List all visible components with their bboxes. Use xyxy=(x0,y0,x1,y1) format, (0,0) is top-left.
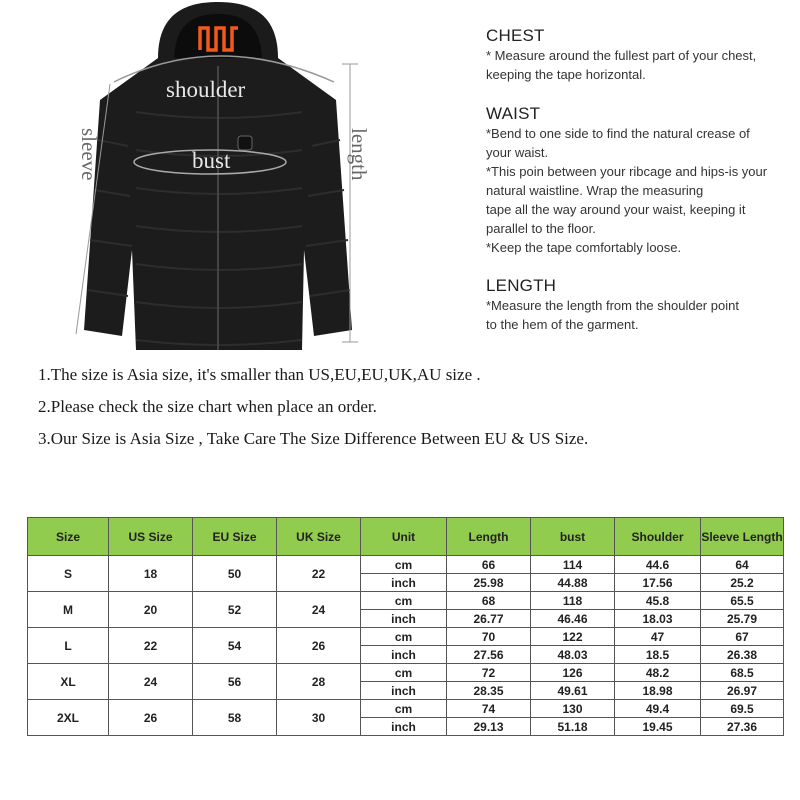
table-header-row xyxy=(28,518,784,556)
chest-line: * Measure around the fullest part of your chest, xyxy=(486,48,757,63)
length-title: LENGTH xyxy=(486,276,557,295)
waist-line: *Keep the tape comfortably loose. xyxy=(486,240,682,255)
eu-size-cell: 58 xyxy=(193,700,277,736)
us-size-cell: 26 xyxy=(109,700,193,736)
size-cell: S xyxy=(28,556,109,592)
table-row xyxy=(28,556,784,574)
note-2: 2.Please check the size chart when place an order. xyxy=(38,397,377,416)
length-cell: 28.35 xyxy=(447,682,531,700)
length-cell: 72 xyxy=(447,664,531,682)
bust-cell: 48.03 xyxy=(531,646,615,664)
waist-title: WAIST xyxy=(486,104,541,123)
unit-cell: inch xyxy=(361,610,447,628)
uk-size-cell: 26 xyxy=(277,628,361,664)
length-cell: 26.77 xyxy=(447,610,531,628)
uk-size-cell: 30 xyxy=(277,700,361,736)
length-cell: 25.98 xyxy=(447,574,531,592)
unit-cell: cm xyxy=(361,628,447,646)
table-row xyxy=(28,628,784,646)
bust-label: bust xyxy=(192,148,231,173)
header-unit: Unit xyxy=(361,518,447,556)
header-size: Size xyxy=(28,518,109,556)
bust-cell: 130 xyxy=(531,700,615,718)
eu-size-cell: 54 xyxy=(193,628,277,664)
length-cell: 74 xyxy=(447,700,531,718)
bust-cell: 51.18 xyxy=(531,718,615,736)
unit-cell: inch xyxy=(361,646,447,664)
bust-cell: 46.46 xyxy=(531,610,615,628)
shoulder-cell: 18.98 xyxy=(615,682,701,700)
unit-cell: inch xyxy=(361,718,447,736)
uk-size-cell: 22 xyxy=(277,556,361,592)
us-size-cell: 18 xyxy=(109,556,193,592)
waist-line: *Bend to one side to find the natural crease of xyxy=(486,126,750,141)
note-3: 3.Our Size is Asia Size , Take Care The Size Difference Between EU & US Size. xyxy=(38,429,589,448)
unit-cell: cm xyxy=(361,592,447,610)
sleeve-cell: 69.5 xyxy=(701,700,784,718)
sleeve-cell: 67 xyxy=(701,628,784,646)
chest-title: CHEST xyxy=(486,26,545,45)
size-cell: 2XL xyxy=(28,700,109,736)
size-cell: XL xyxy=(28,664,109,700)
waist-line: natural waistline. Wrap the measuring xyxy=(486,183,704,198)
length-cell: 68 xyxy=(447,592,531,610)
size-chart-table xyxy=(27,517,784,736)
us-size-cell: 20 xyxy=(109,592,193,628)
shoulder-cell: 44.6 xyxy=(615,556,701,574)
sleeve-cell: 26.97 xyxy=(701,682,784,700)
bust-cell: 49.61 xyxy=(531,682,615,700)
eu-size-cell: 52 xyxy=(193,592,277,628)
sleeve-label: sleeve xyxy=(77,128,101,181)
table-row xyxy=(28,700,784,718)
chest-line: keeping the tape horizontal. xyxy=(486,67,646,82)
shoulder-cell: 48.2 xyxy=(615,664,701,682)
shoulder-cell: 49.4 xyxy=(615,700,701,718)
sleeve-cell: 64 xyxy=(701,556,784,574)
waist-line: your waist. xyxy=(486,145,549,160)
length-line: to the hem of the garment. xyxy=(486,317,639,332)
note-1: 1.The size is Asia size, it's smaller than US,EU,EU,UK,AU size . xyxy=(38,365,481,384)
shoulder-cell: 18.03 xyxy=(615,610,701,628)
waist-section xyxy=(486,104,767,257)
length-cell: 70 xyxy=(447,628,531,646)
unit-cell: cm xyxy=(361,664,447,682)
header-sleeve-length: Sleeve Length xyxy=(701,518,784,556)
header-eu-size: EU Size xyxy=(193,518,277,556)
table-row xyxy=(28,664,784,682)
unit-cell: cm xyxy=(361,700,447,718)
size-notes xyxy=(38,366,778,462)
bust-cell: 118 xyxy=(531,592,615,610)
shoulder-label: shoulder xyxy=(166,77,246,102)
eu-size-cell: 50 xyxy=(193,556,277,592)
sleeve-cell: 26.38 xyxy=(701,646,784,664)
header-shoulder: Shoulder xyxy=(615,518,701,556)
uk-size-cell: 24 xyxy=(277,592,361,628)
unit-cell: inch xyxy=(361,682,447,700)
sleeve-cell: 65.5 xyxy=(701,592,784,610)
shoulder-cell: 18.5 xyxy=(615,646,701,664)
uk-size-cell: 28 xyxy=(277,664,361,700)
waist-line: *This poin between your ribcage and hips-is your xyxy=(486,164,768,179)
header-bust: bust xyxy=(531,518,615,556)
bust-cell: 114 xyxy=(531,556,615,574)
waist-line: parallel to the floor. xyxy=(486,221,596,236)
length-cell: 66 xyxy=(447,556,531,574)
length-label: length xyxy=(347,128,371,181)
eu-size-cell: 56 xyxy=(193,664,277,700)
length-cell: 29.13 xyxy=(447,718,531,736)
sleeve-cell: 25.79 xyxy=(701,610,784,628)
unit-cell: inch xyxy=(361,574,447,592)
shoulder-cell: 47 xyxy=(615,628,701,646)
header-us-size: US Size xyxy=(109,518,193,556)
size-cell: M xyxy=(28,592,109,628)
size-cell: L xyxy=(28,628,109,664)
shoulder-cell: 17.56 xyxy=(615,574,701,592)
table-row xyxy=(28,592,784,610)
bust-cell: 44.88 xyxy=(531,574,615,592)
jacket-illustration xyxy=(70,0,370,360)
header-uk-size: UK Size xyxy=(277,518,361,556)
shoulder-cell: 45.8 xyxy=(615,592,701,610)
header-length: Length xyxy=(447,518,531,556)
length-line: *Measure the length from the shoulder point xyxy=(486,298,739,313)
sleeve-cell: 27.36 xyxy=(701,718,784,736)
unit-cell: cm xyxy=(361,556,447,574)
length-cell: 27.56 xyxy=(447,646,531,664)
bust-cell: 126 xyxy=(531,664,615,682)
us-size-cell: 22 xyxy=(109,628,193,664)
sleeve-cell: 25.2 xyxy=(701,574,784,592)
length-section xyxy=(486,276,739,334)
waist-line: tape all the way around your waist, keeping it xyxy=(486,202,746,217)
jacket-diagram xyxy=(70,0,370,360)
chest-section xyxy=(486,26,756,84)
bust-cell: 122 xyxy=(531,628,615,646)
sleeve-cell: 68.5 xyxy=(701,664,784,682)
us-size-cell: 24 xyxy=(109,664,193,700)
shoulder-cell: 19.45 xyxy=(615,718,701,736)
